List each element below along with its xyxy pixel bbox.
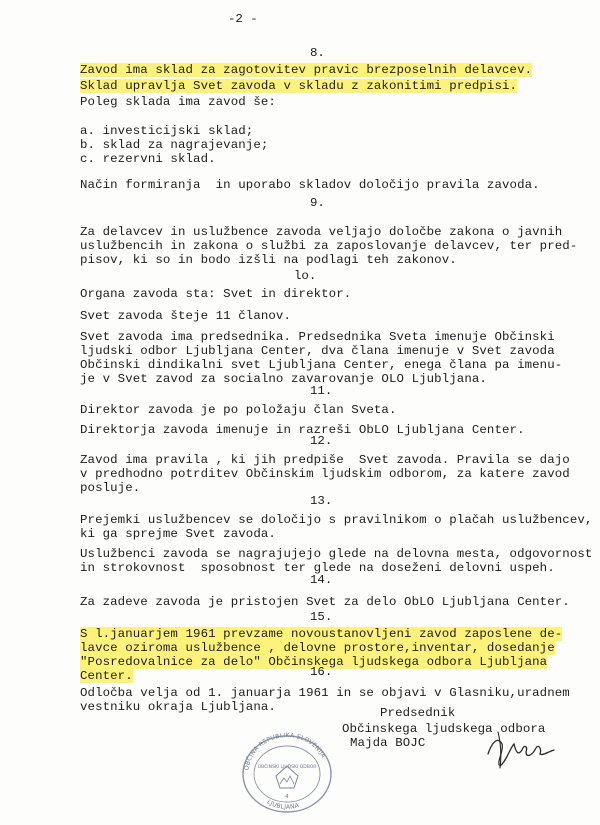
paragraph-line: Odločba velja od 1. januarja 1961 in se objavi v Glasniku,uradnem [80, 686, 570, 700]
stamp-middle-text: OBČINSKI LJUDSKI ODBOR [257, 765, 317, 770]
paragraph-line: ljudski odbor Ljubljana Center, dva člana imenuje v Svet zavoda [80, 344, 555, 358]
paragraph-line [80, 669, 133, 683]
paragraph-line: Uslužbenci zavoda se nagrajujejo glede na delovna mesta, odgovornost [80, 547, 593, 561]
highlighted-text: Sklad upravlja Svet zavoda v skladu z zakonitimi predpisi. [80, 79, 518, 93]
paragraph-line: Za delavcev in uslužbence zavoda veljajo določbe zakona o javnih [80, 225, 563, 239]
section-number-12: 12. [310, 434, 333, 448]
signature-body: Občinskega ljudskega odbora [342, 722, 546, 736]
paragraph-line: S l.januarjem 1961 prevzame novoustanovljeni zavod zaposlene de- [80, 627, 563, 641]
paragraph-line: je v Svet zavod za socialno zavarovanje OLO Ljubljana. [80, 372, 487, 386]
stamp-number: 4 [285, 794, 289, 800]
paragraph-line: Svet zavoda ima predsednika. Predsednika Sveta imenuje Občinski [80, 330, 555, 344]
section-number-11: 11. [310, 384, 333, 398]
paragraph-line: Zavod ima pravila , ki jih predpiše Svet zavoda. Pravila se dajo [80, 453, 570, 467]
stamp-bottom-text: LJUBLJANA [265, 798, 301, 811]
paragraph-line: Organa zavoda sta: Svet in direktor. [80, 287, 352, 301]
paragraph-line: Svet zavoda šteje 11 članov. [80, 309, 291, 323]
paragraph-line: Zavod ima sklad za zagotovitev pravic brezposelnih delavcev. [80, 63, 533, 77]
section-number-13: 13. [310, 494, 333, 508]
paragraph-line: uslužbencih in zakona o službi za zaposlovanje delavcev, ter pred- [80, 239, 578, 253]
page-number: -2 - [228, 12, 258, 26]
section-number-14: 14. [310, 573, 333, 587]
highlighted-text: "Posredovalnice za delo" Občinskega ljudskega odbora Ljubljana [80, 655, 548, 669]
paragraph-line: ki ga sprejme Svet zavoda. [80, 527, 276, 541]
list-item: b. sklad za nagrajevanje; [80, 138, 269, 152]
section-number-8: 8. [310, 46, 325, 60]
paragraph-line: Občinski dindikalni svet Ljubljana Center, enega člana pa imenu- [80, 358, 563, 372]
handwritten-signature-icon [480, 722, 560, 772]
signature-title: Predsednik [380, 706, 456, 720]
section-number-15: 15. [310, 610, 333, 624]
paragraph-line: vestniku okraja Ljubljana. [80, 700, 276, 714]
list-item: c. rezervni sklad. [80, 152, 216, 166]
section-number-9: 9. [310, 196, 325, 210]
paragraph-line: Za zadeve zavoda je pristojen Svet za delo ObLO Ljubljana Center. [80, 595, 570, 609]
list-item: a. investicijski sklad; [80, 124, 254, 138]
paragraph-line: Prejemki uslužbencev se določijo s pravilnikom o plačah uslužbencev, [80, 513, 593, 527]
paragraph-line: Direktor zavoda je po položaju član Sveta. [80, 403, 397, 417]
paragraph-line: Direktorja zavoda imenuje in razreši ObLO Ljubljana Center. [80, 423, 525, 437]
highlighted-text: lavce oziroma uslužbence , delovne prostore,inventar, dosedanje [80, 641, 555, 655]
paragraph-line: v predhodno potrditev Občinskim ljudskim odborom, za katere zavod [80, 467, 570, 481]
official-stamp-icon [232, 726, 342, 816]
paragraph-line: pisov, ki so in bodo izšli na podlagi teh zakonov. [80, 253, 457, 267]
signature-name: Majda BOJC [350, 736, 426, 750]
highlighted-text: Center. [80, 669, 133, 683]
paragraph-line: posluje. [80, 481, 141, 495]
section-number-10: lo. [294, 269, 317, 283]
paragraph-line: Način formiranja in uporabo skladov določijo pravila zavoda. [80, 178, 540, 192]
paragraph-line: in strokovnost sposobnost ter glede na doseženi delovni uspeh. [80, 561, 555, 575]
section-number-16: 16. [310, 665, 333, 679]
paragraph-line [80, 79, 517, 93]
paragraph-line [80, 641, 555, 655]
paragraph-line: Poleg sklada ima zavod še: [80, 95, 276, 109]
stamp-top-text: OBČINA REPUBLIKA SLOVENIJA [243, 732, 327, 771]
